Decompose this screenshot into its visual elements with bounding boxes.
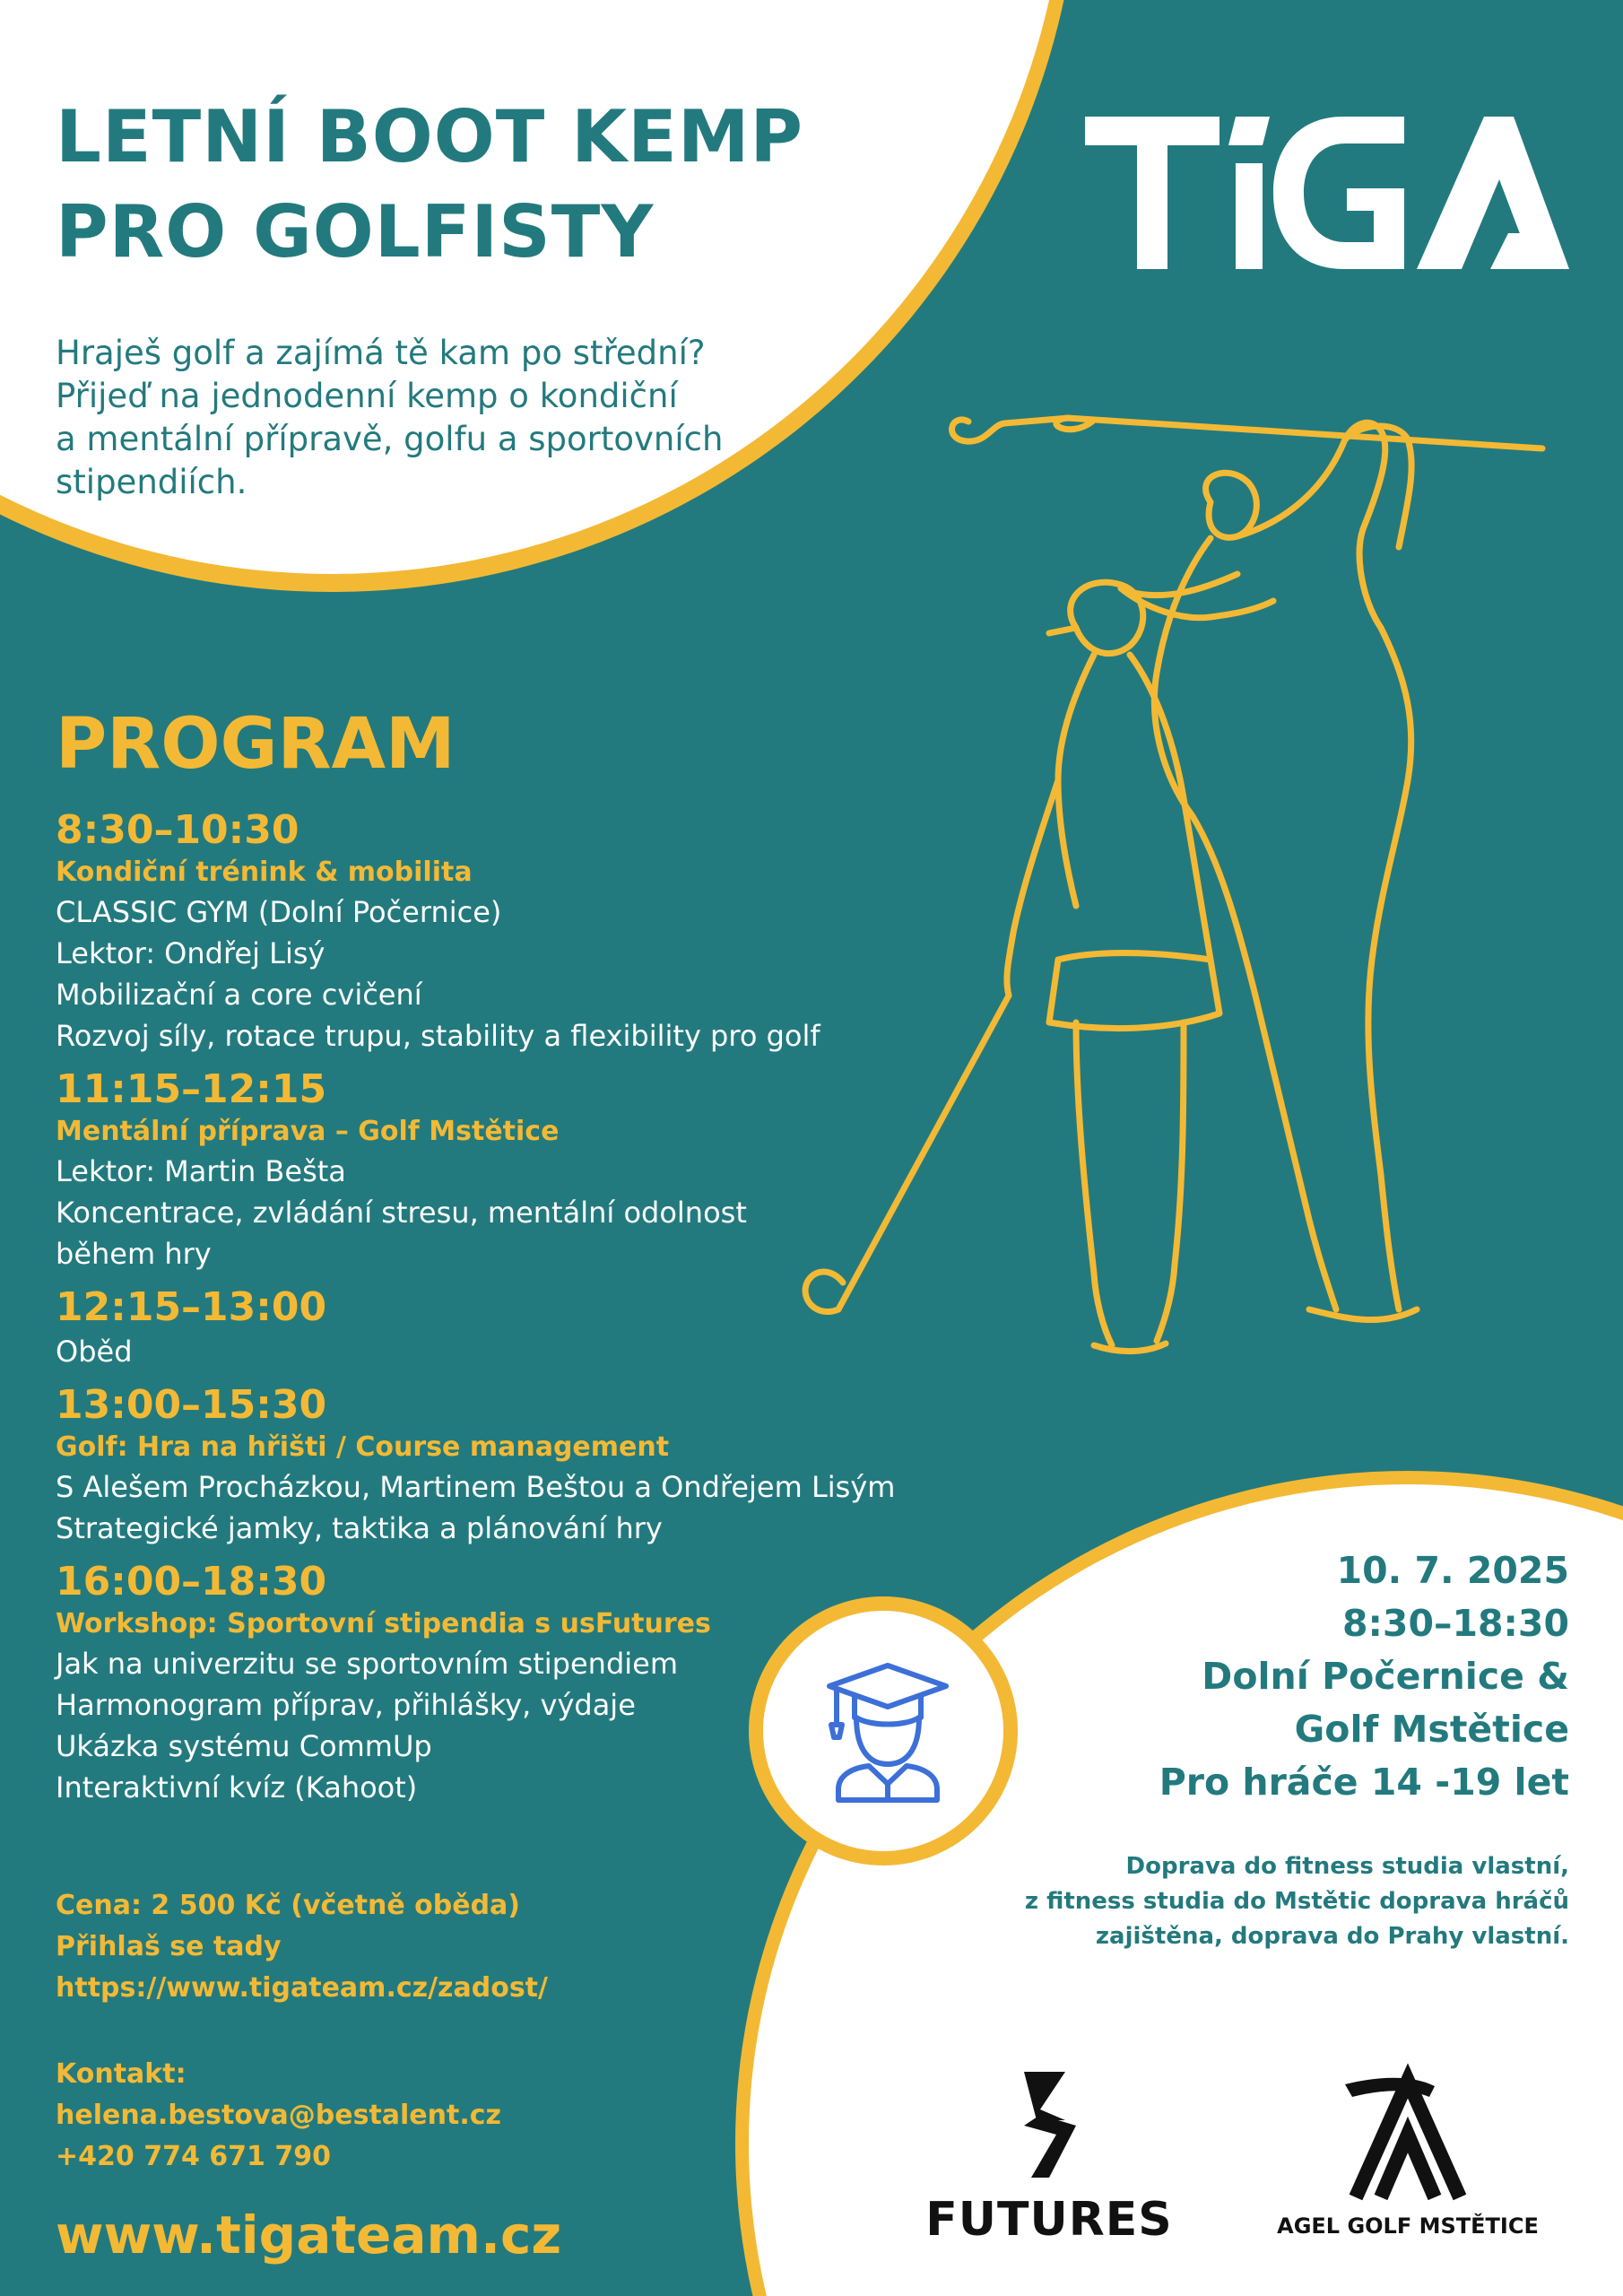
futures-wordmark: FUTURES <box>925 2193 1173 2247</box>
agel-golf-logo <box>1255 2063 1560 2260</box>
intro-text <box>56 332 881 504</box>
website-link[interactable]: www.tigateam.cz <box>56 2205 562 2266</box>
contact-label: Kontakt: <box>56 2058 187 2090</box>
contact-email[interactable]: helena.bestova@bestalent.cz <box>56 2100 501 2131</box>
agel-wordmark: AGEL GOLF MSTĚTICE <box>1277 2213 1539 2239</box>
session-line: CLASSIC GYM (Dolní Počernice) <box>56 895 502 929</box>
session-time: 13:00–15:30 <box>56 1382 327 1428</box>
event-time: 8:30–18:30 <box>1342 1602 1569 1645</box>
event-place: Golf Mstětice <box>1294 1708 1569 1751</box>
session-line: Mobilizační a core cvičení <box>56 978 422 1012</box>
session-time: 16:00–18:30 <box>56 1559 327 1605</box>
intro-line: stipendiích. <box>56 463 247 501</box>
session-line: Rozvoj síly, rotace trupu, stability a flexibility pro golf <box>56 1019 820 1053</box>
session <box>56 807 1024 1057</box>
price-block <box>56 1885 548 2009</box>
session-line: Jak na univerzitu se sportovním stipendiem <box>56 1647 679 1681</box>
session-title: Kondiční trénink & mobilita <box>56 857 473 888</box>
contact-block <box>56 2054 501 2178</box>
session-line: Ukázka systému CommUp <box>56 1729 432 1763</box>
futures-mark-icon <box>906 2063 1193 2188</box>
page-title <box>56 90 863 280</box>
session-line: během hry <box>56 1237 212 1271</box>
contact-phone[interactable]: +420 774 671 790 <box>56 2141 331 2172</box>
program-heading: PROGRAM <box>56 704 456 785</box>
event-date: 10. 7. 2025 <box>1336 1549 1569 1592</box>
agel-monogram-icon <box>1255 2063 1560 2206</box>
event-info <box>1159 1544 1569 1809</box>
session-time: 8:30–10:30 <box>56 807 299 853</box>
signup-link[interactable]: https://www.tigateam.cz/zadost/ <box>56 1972 548 2004</box>
signup-text: Přihlaš se tady <box>56 1931 282 1962</box>
session-line: Interaktivní kvíz (Kahoot) <box>56 1770 418 1805</box>
session-title: Mentální příprava – Golf Mstětice <box>56 1116 560 1147</box>
session-title: Golf: Hra na hřišti / Course management <box>56 1431 670 1463</box>
intro-line: Přijeď na jednodenní kemp o kondiční <box>56 377 678 415</box>
price-text: Cena: 2 500 Kč (včetně oběda) <box>56 1890 521 1921</box>
event-age: Pro hráče 14 -19 let <box>1159 1761 1569 1804</box>
session-line: Strategické jamky, taktika a plánování hry <box>56 1511 663 1545</box>
session-time: 11:15–12:15 <box>56 1066 327 1112</box>
session-line: Lektor: Ondřej Lisý <box>56 936 325 970</box>
session-line: S Alešem Procházkou, Martinem Beštou a Ondřejem Lisým <box>56 1470 896 1504</box>
transport-line: Doprava do fitness studia vlastní, <box>1125 1853 1569 1880</box>
intro-line: Hraješ golf a zajímá tě kam po střední? <box>56 334 706 372</box>
session-line: Lektor: Martin Bešta <box>56 1154 346 1188</box>
session-line: Koncentrace, zvládání stresu, mentální odolnost <box>56 1196 747 1230</box>
session-line: Oběd <box>56 1335 133 1369</box>
intro-line: a mentální přípravě, golfu a sportovních <box>56 420 724 458</box>
session <box>56 1284 1024 1372</box>
futures-logo <box>906 2063 1193 2260</box>
graduate-student-icon <box>803 1646 964 1807</box>
session <box>56 1382 1024 1549</box>
event-place: Dolní Počernice & <box>1202 1655 1569 1698</box>
session-line: Harmonogram příprav, přihlášky, výdaje <box>56 1688 636 1722</box>
title-line-2: PRO GOLFISTY <box>56 190 655 274</box>
transport-line: zajištěna, doprava do Prahy vlastní. <box>1095 1923 1569 1950</box>
transport-line: z fitness studia do Mstětic doprava hráčů <box>1024 1888 1569 1915</box>
tiga-logo <box>1085 108 1569 278</box>
session <box>56 1066 1024 1274</box>
transport-note <box>1025 1849 1569 1954</box>
session-time: 12:15–13:00 <box>56 1284 327 1330</box>
title-line-1: LETNÍ BOOT KEMP <box>56 95 804 178</box>
session-title: Workshop: Sportovní stipendia s usFutures <box>56 1608 711 1639</box>
